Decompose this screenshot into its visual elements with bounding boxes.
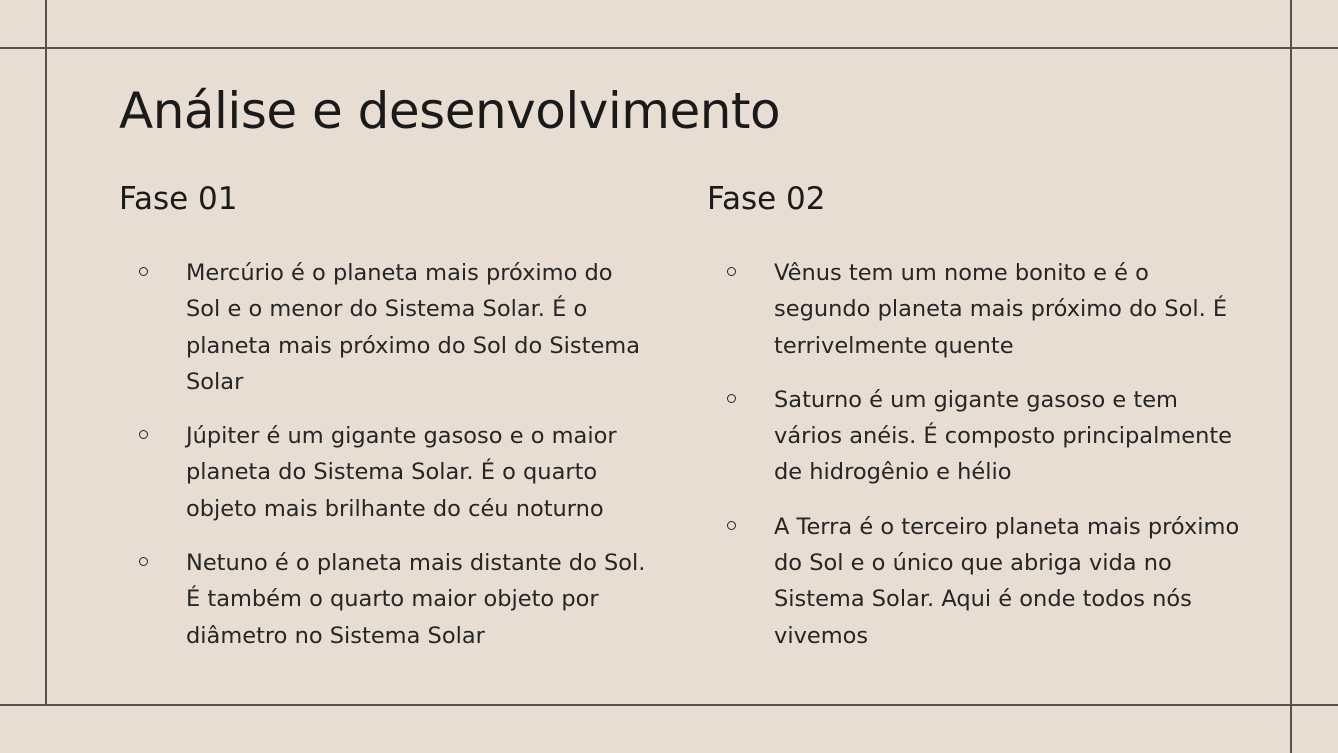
hollow-circle-bullet-icon <box>727 267 736 276</box>
list-item-text: Vênus tem um nome bonito e é o segundo planeta mais próximo do Sol. É terrivelmente quente <box>774 260 1228 359</box>
hollow-circle-bullet-icon <box>139 557 148 566</box>
hollow-circle-bullet-icon <box>139 267 148 276</box>
phase-column-1 <box>119 175 679 672</box>
list-item-text: Netuno é o planeta mais distante do Sol. É também o quarto maior objeto por diâmetro no Sistema Solar <box>186 550 646 649</box>
list-item <box>119 545 679 654</box>
bullet-list <box>119 255 679 654</box>
list-item <box>119 418 679 527</box>
phase-column-2 <box>707 175 1267 672</box>
phase-heading: Fase 01 <box>119 181 238 217</box>
list-item <box>707 382 1267 491</box>
phase-heading: Fase 02 <box>707 181 826 217</box>
list-item <box>707 255 1267 364</box>
hollow-circle-bullet-icon <box>727 394 736 403</box>
list-item <box>119 255 679 400</box>
list-item-text: Saturno é um gigante gasoso e tem vários anéis. É composto principalmente de hidrogênio e hélio <box>774 386 1233 486</box>
list-item <box>707 509 1267 654</box>
frame-line-left <box>45 0 47 706</box>
hollow-circle-bullet-icon <box>727 521 736 530</box>
bullet-list <box>707 255 1267 654</box>
frame-line-top <box>0 47 1338 49</box>
list-item-text: A Terra é o terceiro planeta mais próximo do Sol e o único que abriga vida no Sistema Solar. Aqui é onde todos nós vivemos <box>774 513 1240 649</box>
list-item-text: Júpiter é um gigante gasoso e o maior planeta do Sistema Solar. É o quarto objeto mais brilhante do céu noturno <box>186 423 617 522</box>
frame-line-right <box>1290 0 1292 753</box>
hollow-circle-bullet-icon <box>139 430 148 439</box>
slide-title: Análise e desenvolvimento <box>119 82 781 140</box>
list-item-text: Mercúrio é o planeta mais próximo do Sol e o menor do Sistema Solar. É o planeta mais próximo do Sol do Sistema Solar <box>186 260 641 395</box>
frame-line-bottom <box>0 704 1338 706</box>
